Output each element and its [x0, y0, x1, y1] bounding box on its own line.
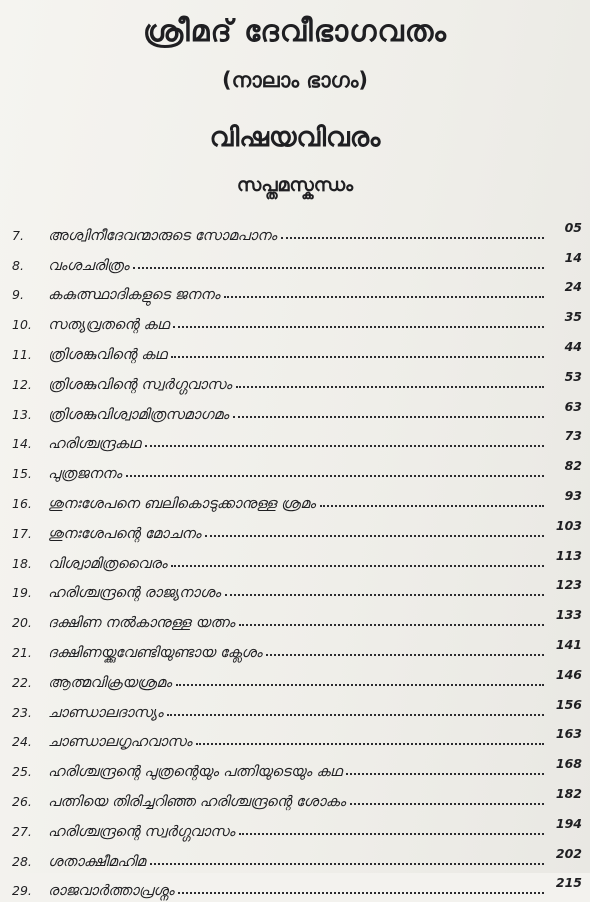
chapter-title: പുത്രജനനം — [48, 466, 122, 483]
chapter-number: 23. — [12, 704, 32, 720]
toc-entry — [12, 277, 582, 307]
dot-leader — [320, 505, 544, 507]
section-heading: സപ്തമസ്കന്ധം — [236, 174, 354, 196]
toc-entry — [12, 694, 582, 724]
chapter-number: 28. — [12, 853, 32, 869]
contents-heading: വിഷയവിവരം — [209, 122, 381, 153]
page-number: 35 — [564, 309, 582, 325]
toc-entry — [12, 604, 582, 634]
chapter-number: 8. — [12, 257, 24, 273]
book-title: ശ്രീമദ് ദേവീഭാഗവതം — [143, 14, 447, 49]
dot-leader — [233, 416, 544, 418]
dot-leader — [173, 326, 544, 328]
chapter-title: ത്രിശങ്കുവിന്റെ കഥ — [48, 346, 167, 363]
page-number: 05 — [564, 219, 582, 235]
chapter-title: ചാണ്ഡാലദാസ്യം — [48, 704, 164, 721]
chapter-number: 21. — [12, 644, 32, 660]
chapter-number: 24. — [12, 734, 32, 750]
chapter-number: 27. — [12, 823, 32, 839]
dot-leader — [205, 535, 544, 537]
chapter-title: ഹരിശ്ചന്ദ്രകഥ — [48, 436, 141, 453]
chapter-title: ഹരിശ്ചന്ദ്രന്റെ പുത്രന്റെയും പത്നിയുടെയും കഥ — [48, 764, 343, 781]
chapter-title: ശതാക്ഷീമഹിമ — [48, 853, 146, 870]
page-number: 133 — [555, 607, 582, 623]
dot-leader — [224, 296, 544, 298]
chapter-number: 22. — [12, 674, 32, 690]
chapter-title: അശ്വിനീദേവന്മാരുടെ സോമപാനം — [48, 227, 277, 244]
page-number: 163 — [555, 726, 582, 742]
toc-entry — [12, 485, 582, 515]
toc-entry — [12, 843, 582, 873]
toc-entry — [12, 813, 582, 843]
dot-leader — [196, 743, 544, 745]
chapter-title: ചാണ്ഡാലഗൃഹവാസം — [48, 734, 192, 751]
page-number: 82 — [564, 458, 582, 474]
chapter-title: ദക്ഷിണയ്ക്കുവേണ്ടിയുണ്ടായ ക്ലേശം — [48, 644, 263, 661]
page-number: 103 — [555, 517, 582, 533]
page-number: 53 — [564, 368, 582, 384]
chapter-number: 26. — [12, 793, 32, 809]
toc-entry — [12, 634, 582, 664]
dot-leader — [281, 237, 544, 239]
toc-entry — [12, 575, 582, 605]
chapter-title: വംശചരിത്രം — [48, 257, 130, 274]
page-number: 146 — [555, 666, 582, 682]
chapter-number: 15. — [12, 466, 32, 482]
page-number: 123 — [555, 577, 582, 593]
dot-leader — [171, 565, 544, 567]
chapter-number: 29. — [12, 883, 32, 899]
page-number: 63 — [564, 398, 582, 414]
toc-entry — [12, 455, 582, 485]
chapter-title: ത്രിശങ്കുവിന്റെ സ്വർഗ്ഗവാസം — [48, 376, 232, 393]
dot-leader — [167, 714, 544, 716]
chapter-title: പത്നിയെ തിരിച്ചറിഞ്ഞ ഹരിശ്ചന്ദ്രന്റെ ശോകം — [48, 793, 346, 810]
volume-subtitle: (നാലാം ഭാഗം) — [221, 68, 369, 92]
chapter-number: 11. — [12, 346, 32, 362]
chapter-title: ശുനഃശേപന്റെ മോചനം — [48, 525, 201, 542]
dot-leader — [150, 863, 544, 865]
toc-entry — [12, 724, 582, 754]
page-number: 168 — [555, 756, 582, 772]
chapter-number: 19. — [12, 585, 32, 601]
chapter-number: 16. — [12, 495, 32, 511]
page-number: 141 — [555, 636, 582, 652]
chapter-title: വിശ്വാമിത്രവൈരം — [48, 555, 168, 572]
toc-entry — [12, 545, 582, 575]
dot-leader — [350, 803, 544, 805]
dot-leader — [346, 773, 544, 775]
page-number: 14 — [564, 249, 582, 265]
chapter-number: 12. — [12, 376, 32, 392]
chapter-number: 14. — [12, 436, 32, 452]
dot-leader — [239, 833, 544, 835]
dot-leader — [171, 356, 544, 358]
chapter-number: 18. — [12, 555, 32, 571]
dot-leader — [239, 624, 544, 626]
page-number: 93 — [564, 487, 582, 503]
toc-entry — [12, 783, 582, 813]
dot-leader — [178, 892, 544, 894]
chapter-number: 20. — [12, 615, 32, 631]
page-number: 73 — [564, 428, 582, 444]
chapter-title: ത്രിശങ്കുവിശ്വാമിത്രസമാഗമം — [48, 406, 229, 423]
dot-leader — [266, 654, 544, 656]
page-number: 44 — [564, 338, 582, 354]
page-number: 24 — [564, 279, 582, 295]
toc-entry — [12, 753, 582, 783]
page-number: 182 — [555, 785, 582, 801]
chapter-title: ആത്മവിക്രയശ്രമം — [48, 674, 172, 691]
dot-leader — [145, 445, 544, 447]
chapter-number: 7. — [12, 227, 24, 243]
chapter-number: 9. — [12, 287, 24, 303]
dot-leader — [176, 684, 544, 686]
chapter-title: ഹരിശ്ചന്ദ്രന്റെ രാജ്യനാശം — [48, 585, 221, 602]
toc-entry — [12, 426, 582, 456]
dot-leader — [236, 386, 544, 388]
chapter-number: 17. — [12, 525, 32, 541]
toc-entry — [12, 396, 582, 426]
dot-leader — [225, 594, 544, 596]
page-number: 194 — [555, 815, 582, 831]
toc-entry — [12, 247, 582, 277]
toc-entry — [12, 664, 582, 694]
chapter-number: 25. — [12, 764, 32, 780]
toc-entry — [12, 366, 582, 396]
page-number: 156 — [555, 696, 582, 712]
toc-entry — [12, 515, 582, 545]
chapter-title: രാജവാർത്താപ്രശ്നം — [48, 883, 175, 900]
page-number: 202 — [555, 845, 582, 861]
dot-leader — [126, 475, 544, 477]
toc-entry — [12, 306, 582, 336]
toc-entry — [12, 217, 582, 247]
chapter-number: 13. — [12, 406, 32, 422]
page-number: 215 — [555, 875, 582, 891]
chapter-title: സത്യവ്രതന്റെ കഥ — [48, 317, 170, 334]
chapter-title: ശുനഃശേപനെ ബലികൊടുക്കാനുള്ള ശ്രമം — [48, 495, 316, 512]
page-number: 113 — [555, 547, 582, 563]
chapter-number: 10. — [12, 317, 32, 333]
toc-entry — [12, 336, 582, 366]
toc-entry — [12, 873, 582, 902]
chapter-title: ഹരിശ്ചന്ദ്രന്റെ സ്വർഗ്ഗവാസം — [48, 823, 235, 840]
dot-leader — [133, 267, 544, 269]
chapter-title: ദക്ഷിണ നൽകാനുള്ള യത്നം — [48, 615, 235, 632]
chapter-title: കകുത്സ്ഥാദികളുടെ ജനനം — [48, 287, 220, 304]
table-of-contents — [12, 217, 582, 902]
